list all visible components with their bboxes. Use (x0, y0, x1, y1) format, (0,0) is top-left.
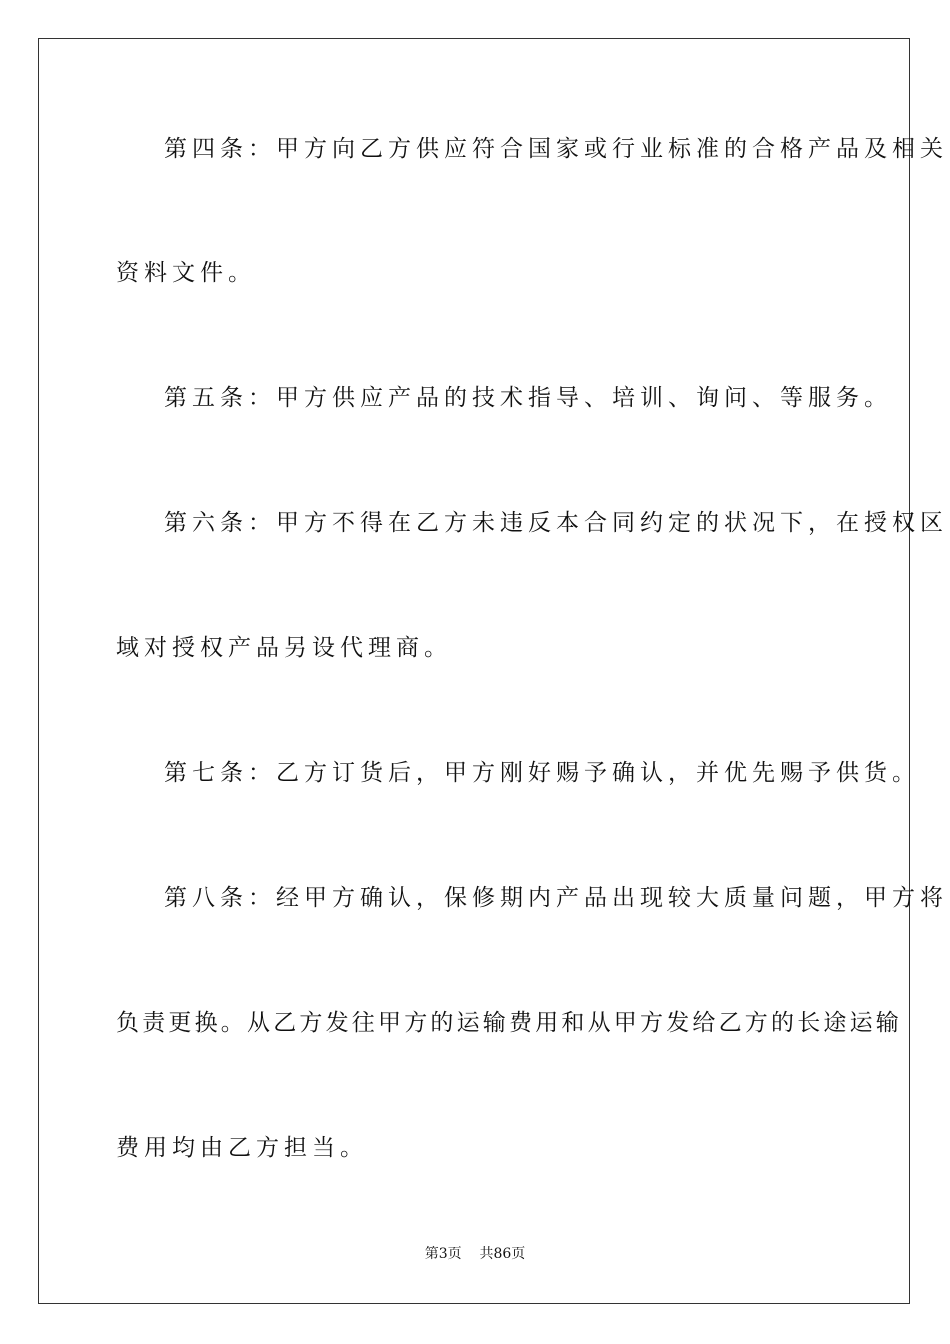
clause-6-line-1: 第六条：甲方不得在乙方未违反本合同约定的状况下，在授权区 (164, 510, 948, 536)
page-footer (0, 1244, 950, 1264)
clause-5-line-1: 第五条：甲方供应产品的技术指导、培训、询问、等服务。 (164, 385, 892, 411)
clause-7-line-1: 第七条：乙方订货后，甲方刚好赐予确认，并优先赐予供货。 (164, 760, 920, 786)
clause-6-line-2: 域对授权产品另设代理商。 (116, 635, 452, 661)
page-number: 第3页 (424, 1246, 462, 1262)
clause-8-line-1: 第八条：经甲方确认，保修期内产品出现较大质量问题，甲方将 (164, 885, 948, 911)
clause-8-line-3: 费用均由乙方担当。 (116, 1135, 368, 1161)
clause-4-line-1: 第四条：甲方向乙方供应符合国家或行业标准的合格产品及相关 (164, 136, 948, 162)
clause-4-line-2: 资料文件。 (116, 260, 256, 286)
page-border (38, 38, 948, 1304)
total-pages: 共86页 (479, 1246, 526, 1262)
clause-8-line-2: 负责更换。从乙方发往甲方的运输费用和从甲方发给乙方的长途运输 (116, 1010, 902, 1036)
